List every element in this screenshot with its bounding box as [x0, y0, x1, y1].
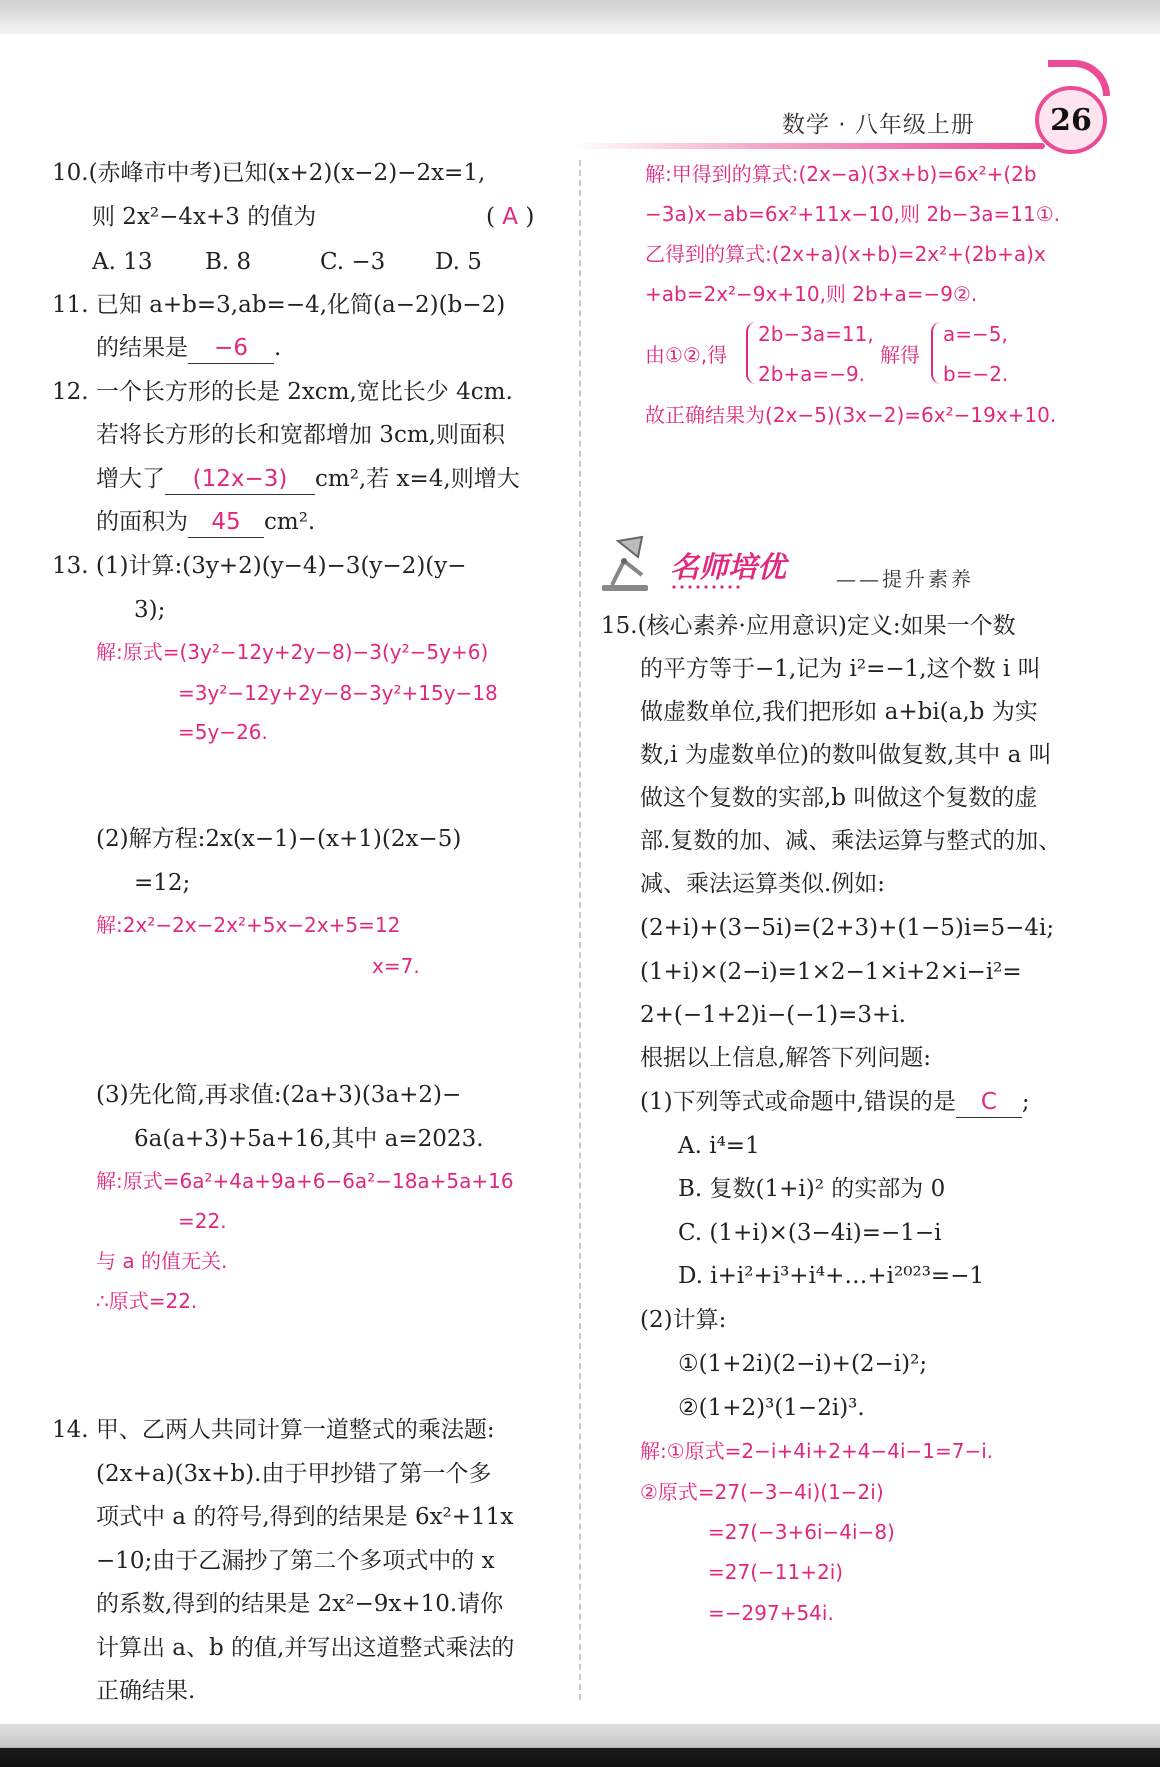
- q11-text: 的结果是: [96, 335, 188, 361]
- q10-answer: A: [502, 204, 519, 230]
- q15-solution2-3: =27(−11+2i): [708, 1560, 844, 1584]
- q10-line2: 则 2x²−4x+3 的值为: [92, 204, 317, 230]
- q15-solution2-4: =−297+54i.: [708, 1601, 834, 1625]
- q12-answer2: 45: [188, 507, 264, 538]
- q15-line7: 减、乘法运算类似.例如:: [640, 871, 886, 897]
- q10-line1: 10.(赤峰市中考)已知(x+2)(x−2)−2x=1,: [52, 160, 486, 186]
- q15-solution2-1: ②原式=27(−3−4i)(1−2i): [640, 1480, 884, 1504]
- q15-part1-end: ;: [1021, 1089, 1030, 1115]
- q15-part1: [640, 1087, 1030, 1118]
- q15-option-c: C. (1+i)×(3−4i)=−1−i: [678, 1220, 942, 1246]
- q15-line3: 做虚数单位,我们把形如 a+bi(a,b 为实: [640, 699, 1038, 725]
- q10-answer-bracket: ( A ): [486, 204, 535, 230]
- q15-line5: 做这个复数的实部,b 叫做这个复数的虚: [640, 785, 1038, 811]
- q13-p3-line2: 6a(a+3)+5a+16,其中 a=2023.: [134, 1126, 484, 1152]
- q13-p2-line1: (2)解方程:2x(x−1)−(x+1)(2x−5): [96, 826, 462, 852]
- bottom-frame-bar: [0, 1724, 1160, 1767]
- q14-line7: 正确结果.: [96, 1678, 196, 1704]
- q12-text-a: 增大了: [96, 466, 165, 492]
- system2-eq1: a=−5,: [943, 322, 1008, 346]
- q15-line2: 的平方等于−1,记为 i²=−1,这个数 i 叫: [640, 656, 1041, 682]
- q15-line8: (2+i)+(3−5i)=(2+3)+(1−5)i=5−4i;: [640, 915, 1055, 941]
- q10-option-a: A. 13: [92, 249, 153, 275]
- q14-solution6: 故正确结果为(2x−5)(3x−2)=6x²−19x+10.: [645, 403, 1057, 427]
- page-number-badge: [1035, 86, 1107, 154]
- q15-part1-text: (1)下列等式或命题中,错误的是: [640, 1089, 956, 1115]
- q10-option-d: D. 5: [435, 249, 482, 275]
- q11-period: .: [274, 335, 282, 361]
- banner-title: 名师培优: [670, 550, 787, 584]
- q15-option-a: A. i⁴=1: [678, 1133, 760, 1159]
- section-banner: [598, 535, 998, 595]
- q15-option-b: B. 复数(1+i)² 的实部为 0: [678, 1176, 946, 1202]
- q14-solution3: 乙得到的算式:(2x+a)(x+b)=2x²+(2b+a)x: [645, 242, 1046, 266]
- q15-part2-item2: ②(1+2)³(1−2i)³.: [678, 1395, 865, 1421]
- q13-p1-solution2: =3y²−12y+2y−8−3y²+15y−18: [178, 681, 498, 705]
- q15-line4: 数,i 为虚数单位)的数叫做复数,其中 a 叫: [640, 742, 1052, 768]
- q13-p3-solution1: 解:原式=6a²+4a+9a+6−6a²−18a+5a+16: [96, 1169, 514, 1193]
- q13-p3-line1: (3)先化简,再求值:(2a+3)(3a+2)−: [96, 1082, 462, 1108]
- q15-solution1: 解:①原式=2−i+4i+2+4−4i−1=7−i.: [640, 1439, 994, 1463]
- q15-part2: (2)计算:: [640, 1307, 727, 1333]
- q13-p3-solution3: 与 a 的值无关.: [96, 1249, 228, 1273]
- system2-eq2: b=−2.: [943, 362, 1009, 386]
- q15-line1: 15.(核心素养·应用意识)定义:如果一个数: [601, 613, 1016, 639]
- q13-p1-solution1: 解:原式=(3y²−12y+2y−8)−3(y²−5y+6): [96, 640, 489, 664]
- q12-text-b: cm²,若 x=4,则增大: [315, 466, 520, 492]
- q12-line1: 12. 一个长方形的长是 2xcm,宽比长少 4cm.: [52, 379, 513, 405]
- banner-dots: [670, 585, 740, 589]
- q10-option-b: B. 8: [205, 249, 252, 275]
- top-frame-bar: [0, 0, 1160, 34]
- q13-p2-solution1: 解:2x²−2x−2x²+5x−2x+5=12: [96, 913, 401, 937]
- q14-solution2: −3a)x−ab=6x²+11x−10,则 2b−3a=11①.: [645, 202, 1061, 226]
- q12-text-c: 的面积为: [96, 509, 188, 535]
- q11-line2: [96, 333, 281, 364]
- q12-line3: [96, 464, 520, 495]
- q14-line3: 项式中 a 的符号,得到的结果是 6x²+11x: [96, 1504, 514, 1530]
- q11-answer: −6: [188, 333, 274, 364]
- q13-p2-solution2: x=7.: [372, 954, 420, 978]
- system-brace-1: [746, 322, 756, 384]
- q14-solution5-lead: 由①②,得: [645, 343, 728, 367]
- q15-line10: 2+(−1+2)i−(−1)=3+i.: [640, 1002, 906, 1028]
- q13-p2-line2: =12;: [134, 870, 191, 896]
- q13-p1-line2: 3);: [134, 597, 166, 623]
- column-divider: [579, 160, 581, 1700]
- q14-line6: 计算出 a、b 的值,并写出这道整式乘法的: [96, 1635, 515, 1661]
- q10-option-c: C. −3: [320, 249, 386, 275]
- q15-line6: 部.复数的加、减、乘法运算与整式的加、: [640, 828, 1062, 854]
- q12-answer1: (12x−3): [165, 464, 315, 495]
- system1-eq1: 2b−3a=11,: [758, 322, 874, 346]
- q13-p3-solution4: ∴原式=22.: [96, 1289, 198, 1313]
- q14-line5: 的系数,得到的结果是 2x²−9x+10.请你: [96, 1591, 504, 1617]
- q11-line1: 11. 已知 a+b=3,ab=−4,化简(a−2)(b−2): [52, 292, 506, 318]
- header-underline: [575, 143, 1045, 149]
- banner-subtitle: ——提升素养: [836, 567, 974, 591]
- q14-solution5-mid: 解得: [880, 343, 920, 367]
- q13-p1-line1: 13. (1)计算:(3y+2)(y−4)−3(y−2)(y−: [52, 553, 467, 579]
- q12-line2: 若将长方形的长和宽都增加 3cm,则面积: [96, 422, 505, 448]
- q13-p1-solution3: =5y−26.: [178, 720, 268, 744]
- page-header-title: 数学 · 八年级上册: [782, 112, 975, 138]
- q14-solution1: 解:甲得到的算式:(2x−a)(3x+b)=6x²+(2b: [645, 162, 1037, 186]
- system-brace-2: [931, 322, 941, 384]
- page-number: 26: [1050, 102, 1092, 138]
- q15-part1-answer: C: [956, 1087, 1022, 1118]
- q15-part2-item1: ①(1+2i)(2−i)+(2−i)²;: [678, 1351, 928, 1377]
- q15-line9: (1+i)×(2−i)=1×2−1×i+2×i−i²=: [640, 959, 1022, 985]
- q14-line4: −10;由于乙漏抄了第二个多项式中的 x: [96, 1548, 495, 1574]
- q12-line4: [96, 507, 315, 538]
- q14-solution4: +ab=2x²−9x+10,则 2b+a=−9②.: [645, 282, 978, 306]
- q14-line2: (2x+a)(3x+b).由于甲抄错了第一个多: [96, 1461, 492, 1487]
- q12-text-d: cm².: [264, 509, 316, 535]
- q15-line11: 根据以上信息,解答下列问题:: [640, 1045, 932, 1071]
- desk-lamp-icon: [598, 535, 660, 593]
- q15-option-d: D. i+i²+i³+i⁴+…+i²⁰²³=−1: [678, 1263, 985, 1289]
- system1-eq2: 2b+a=−9.: [758, 362, 866, 386]
- q15-solution2-2: =27(−3+6i−4i−8): [708, 1520, 895, 1544]
- q14-line1: 14. 甲、乙两人共同计算一道整式的乘法题:: [52, 1417, 495, 1443]
- q13-p3-solution2: =22.: [178, 1209, 227, 1233]
